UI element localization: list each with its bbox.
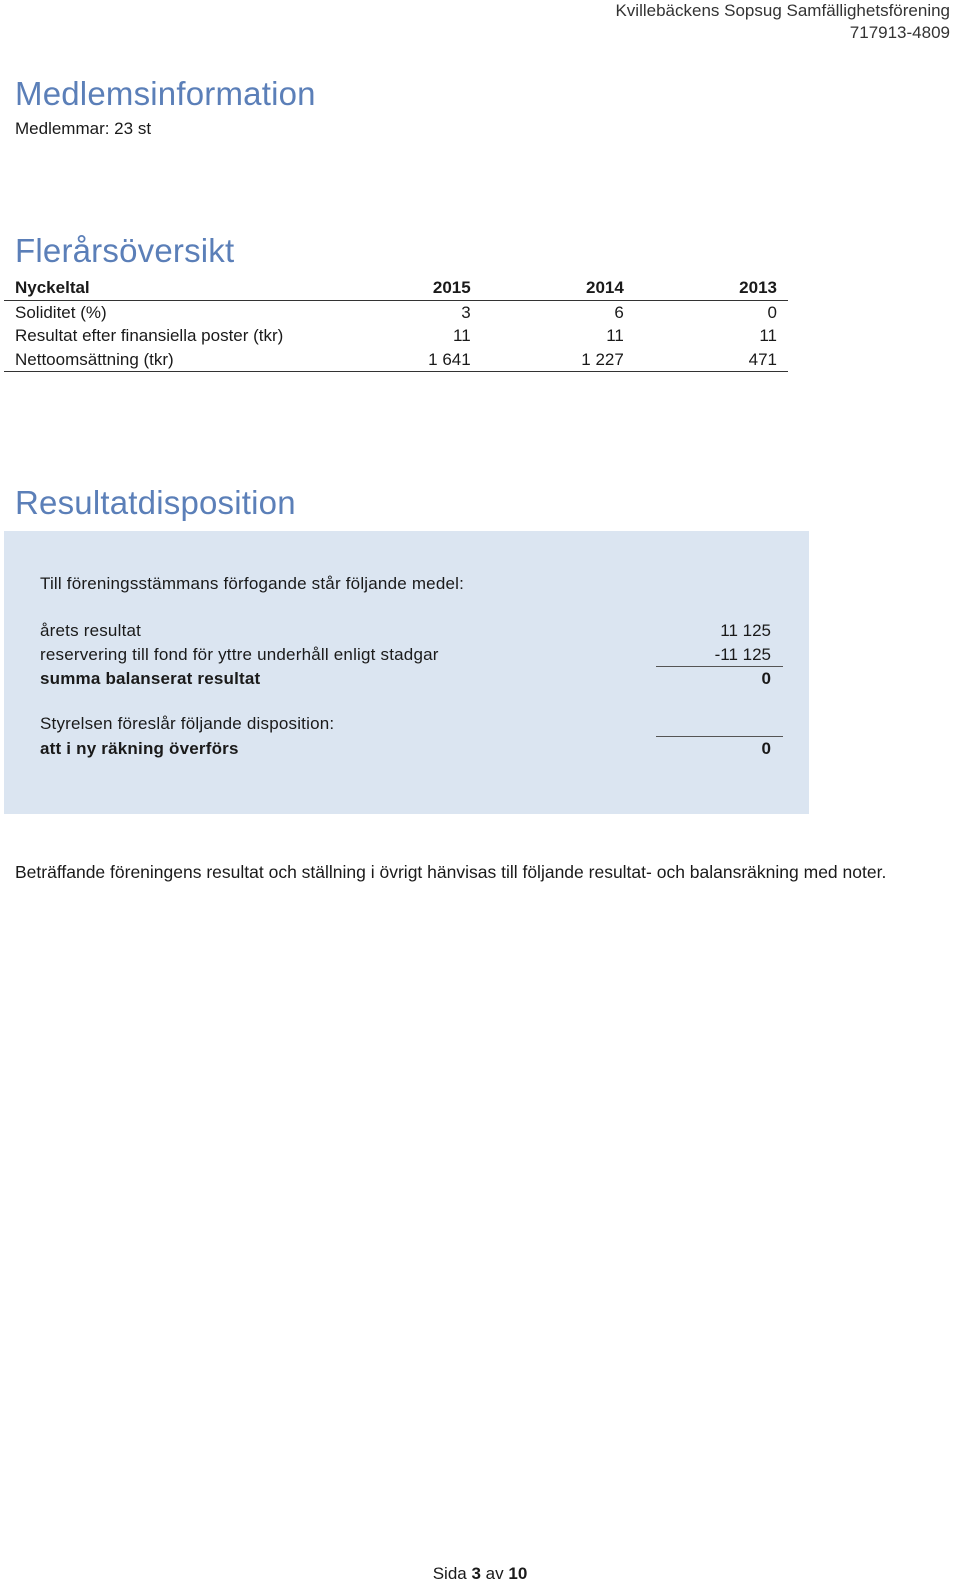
disposition-sum-value: 0 [761,669,771,688]
proposal-rule [656,736,783,737]
page-prefix: Sida [432,1564,467,1583]
organization-name: Kvillebäckens Sopsug Samfällighetsförening [615,1,950,20]
column-header-nyckeltal: Nyckeltal [15,278,90,298]
cell-value: 471 [748,349,777,369]
page-number [0,1563,960,1585]
disposition-intro: Till föreningsstämmans förfogande står följande medel: [40,574,465,593]
row-label: Nettoomsättning (tkr) [15,349,174,369]
page-separator: av [485,1564,504,1583]
total-pages: 10 [508,1564,528,1583]
cell-value: 11 [453,326,471,346]
column-header-2015: 2015 [432,278,471,298]
cell-value: 6 [614,302,624,322]
proposal-value: 0 [761,739,771,758]
table-row [4,324,788,348]
cell-value: 0 [767,302,777,322]
cell-value: 1 227 [581,349,624,369]
cell-value: 1 641 [428,349,471,369]
organization-number: 717913-4809 [849,23,950,42]
members-title: Medlemsinformation [15,75,316,112]
disposition-line-label: reservering till fond för yttre underhåll enligt stadgar [40,645,439,664]
disposition-box [4,531,809,814]
proposal-intro: Styrelsen föreslår följande disposition: [40,714,335,733]
cell-value: 11 [606,326,624,346]
reference-note: Beträffande föreningens resultat och ställning i övrigt hänvisas till följande resultat- och balansräkning med noter. [15,862,887,882]
members-count: Medlemmar: 23 st [15,119,152,138]
overview-title: Flerårsöversikt [15,232,235,269]
disposition-line-value: -11 125 [714,645,771,664]
column-header-2014: 2014 [586,278,624,298]
disposition-sum-label: summa balanserat resultat [40,669,261,688]
disposition-line-label: årets resultat [40,621,142,640]
table-row [4,300,788,324]
cell-value: 3 [461,302,471,322]
disposition-title: Resultatdisposition [15,484,296,521]
key-figures-table [4,276,788,372]
document-header [615,0,950,44]
row-label: Resultat efter finansiella poster (tkr) [15,326,284,346]
current-page: 3 [471,1564,481,1583]
table-header-row [4,276,788,300]
sum-rule [656,666,783,667]
table-row [4,348,788,372]
row-label: Soliditet (%) [15,302,107,322]
column-header-2013: 2013 [739,278,777,298]
disposition-line-value: 11 125 [720,621,771,640]
cell-value: 11 [759,326,777,346]
proposal-label: att i ny räkning överförs [40,739,239,758]
